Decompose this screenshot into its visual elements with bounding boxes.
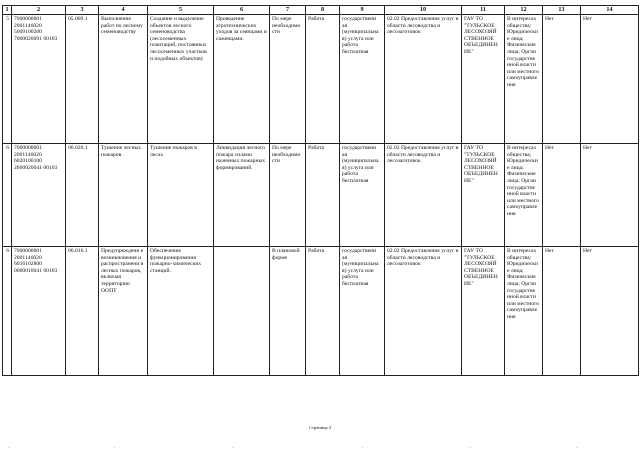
column-number: 4: [99, 6, 148, 15]
column-number: 1: [3, 6, 12, 15]
service-code: 06.016.1: [66, 247, 99, 376]
work-name: Предупреждени е возникновения и распространени я лесных пожаров, включая территорию ООПТ: [99, 247, 148, 376]
flag-col-13: Нет: [543, 144, 581, 247]
okved-activity: 02.02 Предоставление услуг в области лесоводства и лесозаготовок: [385, 144, 462, 247]
scan-dot: ·: [576, 446, 578, 451]
column-number: 13: [543, 6, 581, 15]
okved-activity: 02.02 Предоставление услуг в области лесоводства и лесозаготовок: [385, 247, 462, 376]
okved-activity: 02.02 Предоставление услуг в области лесоводства и лесозаготовок: [385, 15, 462, 144]
column-number: 5: [148, 6, 214, 15]
work-type: Работа: [306, 15, 340, 144]
flag-col-13: Нет: [543, 15, 581, 144]
column-number: 12: [505, 6, 543, 15]
work-conditions: Ликвидация лесного пожара силами наземных пожарных формирований.: [214, 144, 270, 247]
scan-dot: ·: [362, 446, 364, 451]
registry-code: 7000000001 2001146020 6016102800 0000010041 00103: [12, 247, 66, 376]
scan-dot: ·: [470, 446, 472, 451]
work-form: По мере необходимо сти: [270, 15, 306, 144]
work-form: По мере необходимо сти: [270, 144, 306, 247]
column-number: 10: [385, 6, 462, 15]
row-number: 6: [3, 247, 12, 376]
consumer-category: В интересах общества; Юридически е лица; Физические лица; Орган государстве нной власти или местного самоуправле ния: [505, 144, 543, 247]
payment-type: государственн ая (муниципальна я) услуга или работа бесплатная: [340, 247, 385, 376]
consumer-category: В интересах общества; Юридически е лица; Физические лица; Орган государстве нной власти или местного самоуправле ния: [505, 247, 543, 376]
work-content: Обеспечение функционирования пожарно-химических станций.: [148, 247, 214, 376]
table-row: [3, 247, 639, 376]
column-number: 7: [270, 6, 306, 15]
registry-table: [2, 5, 639, 376]
payment-type: государственн ая (муниципальна я) услуга или работа бесплатная: [340, 15, 385, 144]
consumer-category: В интересах общества; Юридически е лица; Физические лица; Орган государстве нной власти или местного самоуправле ния: [505, 15, 543, 144]
row-number: 6: [3, 144, 12, 247]
registry-code: 7000000001 2001146020 5009100200 7000020091 00103: [12, 15, 66, 144]
work-name: Тушение лесных пожаров: [99, 144, 148, 247]
column-number: 11: [462, 6, 505, 15]
work-name: Выполнение работ по лесному семеноводству: [99, 15, 148, 144]
registry-code: 7000000001 2001146020 6020100100 2000020041 00103: [12, 144, 66, 247]
work-content: Тушение пожаров в лесах: [148, 144, 214, 247]
institution-name: ГАУ ТО "ТУЛЬСКОЕ ЛЕСОХОЗЯЙ СТВЕННОЕ ОБЪЕДИНЕН ИЕ": [462, 247, 505, 376]
table-row: [3, 15, 639, 144]
flag-col-14: Нет: [581, 247, 639, 376]
scan-dot: ·: [232, 446, 234, 451]
payment-type: государственн ая (муниципальна я) услуга или работа бесплатная: [340, 144, 385, 247]
work-conditions: [214, 247, 270, 376]
column-number: 6: [214, 6, 270, 15]
work-conditions: Проведение агротехнических уходов за сеянцами и саженцами.: [214, 15, 270, 144]
work-type: Работа: [306, 247, 340, 376]
work-form: В плановой форме: [270, 247, 306, 376]
institution-name: ГАУ ТО "ТУЛЬСКОЕ ЛЕСОХОЗЯЙ СТВЕННОЕ ОБЪЕДИНЕН ИЕ": [462, 15, 505, 144]
flag-col-14: Нет: [581, 144, 639, 247]
scan-dot: ·: [8, 446, 10, 451]
scan-dot: ·: [114, 446, 116, 451]
service-code: 06.020.1: [66, 144, 99, 247]
column-number: 8: [306, 6, 340, 15]
institution-name: ГАУ ТО "ТУЛЬСКОЕ ЛЕСОХОЗЯЙ СТВЕННОЕ ОБЪЕДИНЕН ИЕ": [462, 144, 505, 247]
work-content: Создание и выделение объектов лесного семеноводства (лесосеменных плантаций, постоянных лесосеменных участков и подобных объектов): [148, 15, 214, 144]
column-number: 9: [340, 6, 385, 15]
flag-col-13: Нет: [543, 247, 581, 376]
row-number: 5: [3, 15, 12, 144]
column-number-row: [3, 6, 639, 15]
column-number: 3: [66, 6, 99, 15]
table-row: [3, 144, 639, 247]
flag-col-14: Нет: [581, 15, 639, 144]
service-code: 05.009.1: [66, 15, 99, 144]
work-type: Работа: [306, 144, 340, 247]
column-number: 14: [581, 6, 639, 15]
column-number: 2: [12, 6, 66, 15]
page-footer: Страница 4: [309, 425, 331, 430]
